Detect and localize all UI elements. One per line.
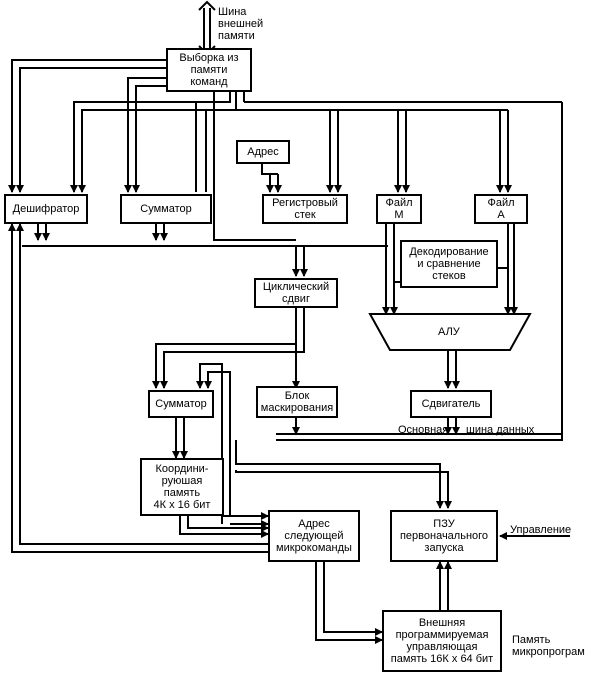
shifter-block: Сдвигатель xyxy=(410,390,492,418)
ext-mem-block: Внешняя программируемая управляющая память 16К х 64 бит xyxy=(382,610,502,672)
ext-bus-label: Шина внешней памяти xyxy=(218,6,264,42)
cyclic-shift-block: Циклический сдвиг xyxy=(254,278,338,308)
micro-mem-label: Память микропрограм xyxy=(512,634,585,658)
address-block: Адрес xyxy=(236,140,290,164)
decode-compare-block: Декодирование и сравнение стеков xyxy=(400,240,498,288)
decoder-block: Дешифратор xyxy=(4,194,88,224)
alu-label: АЛУ xyxy=(438,326,460,338)
control-label: Управление xyxy=(510,524,572,536)
adder-top-block: Сумматор xyxy=(120,194,212,224)
coord-mem-block: Координи- руюшая память 4К х 16 бит xyxy=(140,458,224,516)
main-bus-label-left: Основная xyxy=(398,424,449,436)
fetch-block: Выборка из памяти команд xyxy=(166,48,252,92)
main-bus-label-right: шина данных xyxy=(466,424,535,436)
reg-stack-block: Регистровый стек xyxy=(262,194,348,224)
mask-block: Блок маскирования xyxy=(256,386,338,418)
file-a-block: Файл А xyxy=(474,194,528,224)
rom-block: ПЗУ первоначального запуска xyxy=(390,510,498,562)
adder-mid-block: Сумматор xyxy=(148,390,214,418)
file-m-block: Файл М xyxy=(376,194,422,224)
next-addr-block: Адрес следующей микрокоманды xyxy=(268,510,360,562)
